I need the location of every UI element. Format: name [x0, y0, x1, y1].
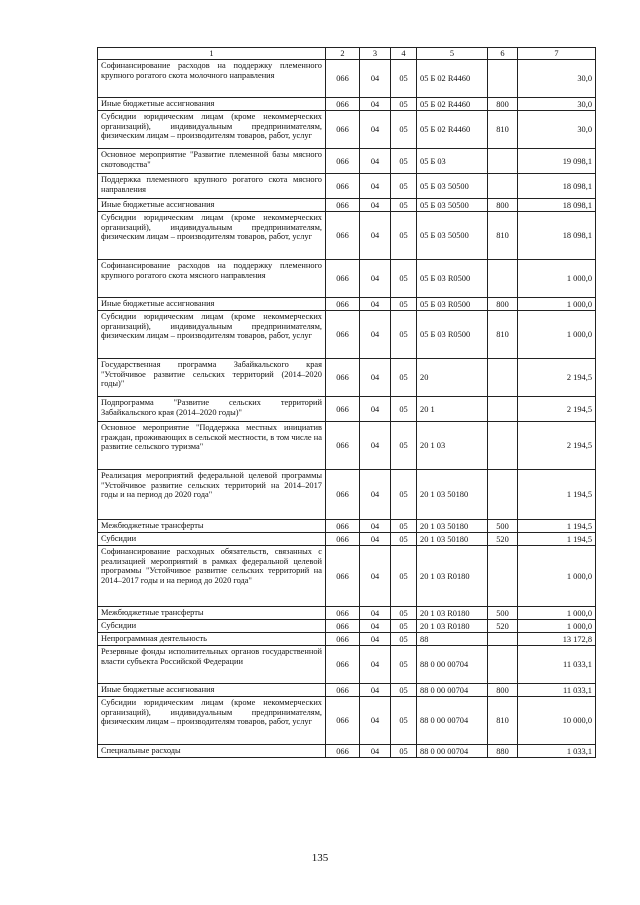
amount-cell: 1 000,0: [518, 298, 596, 311]
expense-type-code-cell: 810: [488, 111, 518, 149]
item-name-cell: Субсидии юридическим лицам (кроме некоммерческих организаций), индивидуальным предпринимателям, физическим лицам – производителям товаров, работ, услуг: [98, 311, 326, 359]
amount-cell: 2 194,5: [518, 359, 596, 397]
item-name-cell: Субсидии юридическим лицам (кроме некоммерческих организаций), индивидуальным предпринимателям, физическим лицам – производителям товаров, работ, услуг: [98, 697, 326, 745]
admin-code-cell: 066: [326, 520, 360, 533]
subsection-code-cell: 05: [391, 359, 417, 397]
admin-code-cell: 066: [326, 260, 360, 298]
admin-code-cell: 066: [326, 607, 360, 620]
subsection-code-cell: 05: [391, 533, 417, 546]
admin-code-cell: 066: [326, 98, 360, 111]
expense-type-code-cell: [488, 397, 518, 422]
target-article-code-cell: 20 1 03: [417, 422, 488, 470]
table-row: [98, 397, 596, 422]
target-article-code-cell: 88: [417, 633, 488, 646]
target-article-code-cell: 05 Б 03 R0500: [417, 311, 488, 359]
amount-cell: 2 194,5: [518, 422, 596, 470]
item-name-cell: Софинансирование расходов на поддержку племенного крупного рогатого скота мясного направления: [98, 260, 326, 298]
target-article-code-cell: 88 0 00 00704: [417, 684, 488, 697]
admin-code-cell: 066: [326, 620, 360, 633]
item-name-cell: Субсидии юридическим лицам (кроме некоммерческих организаций), индивидуальным предпринимателям, физическим лицам – производителям товаров, работ, услуг: [98, 111, 326, 149]
page-number: 135: [311, 852, 329, 864]
admin-code-cell: 066: [326, 212, 360, 260]
amount-cell: 30,0: [518, 111, 596, 149]
item-name-cell: Иные бюджетные ассигнования: [98, 98, 326, 111]
section-code-cell: 04: [360, 697, 391, 745]
target-article-code-cell: 20 1 03 R0180: [417, 546, 488, 607]
target-article-code-cell: 20 1 03 50180: [417, 520, 488, 533]
table-header-row: [98, 48, 596, 60]
item-name-cell: Субсидии: [98, 533, 326, 546]
table-row: [98, 111, 596, 149]
table-row: [98, 422, 596, 470]
subsection-code-cell: 05: [391, 397, 417, 422]
amount-cell: 2 194,5: [518, 397, 596, 422]
table-row: [98, 546, 596, 607]
admin-code-cell: 066: [326, 533, 360, 546]
admin-code-cell: 066: [326, 174, 360, 199]
amount-cell: 18 098,1: [518, 174, 596, 199]
section-code-cell: 04: [360, 111, 391, 149]
section-code-cell: 04: [360, 397, 391, 422]
target-article-code-cell: 05 Б 03 50500: [417, 212, 488, 260]
subsection-code-cell: 05: [391, 607, 417, 620]
amount-cell: 18 098,1: [518, 199, 596, 212]
admin-code-cell: 066: [326, 359, 360, 397]
expense-type-code-cell: 810: [488, 212, 518, 260]
subsection-code-cell: 05: [391, 745, 417, 758]
section-code-cell: 04: [360, 470, 391, 520]
subsection-code-cell: 05: [391, 199, 417, 212]
table-row: [98, 745, 596, 758]
admin-code-cell: 066: [326, 633, 360, 646]
amount-cell: 1 000,0: [518, 607, 596, 620]
budget-table: [97, 47, 596, 758]
amount-cell: 1 000,0: [518, 260, 596, 298]
subsection-code-cell: 05: [391, 633, 417, 646]
expense-type-code-cell: 500: [488, 607, 518, 620]
admin-code-cell: 066: [326, 311, 360, 359]
header-cell: 3: [360, 48, 391, 60]
subsection-code-cell: 05: [391, 546, 417, 607]
header-cell: 1: [98, 48, 326, 60]
amount-cell: 11 033,1: [518, 684, 596, 697]
amount-cell: 1 033,1: [518, 745, 596, 758]
table-row: [98, 607, 596, 620]
expense-type-code-cell: 810: [488, 697, 518, 745]
subsection-code-cell: 05: [391, 470, 417, 520]
subsection-code-cell: 05: [391, 298, 417, 311]
subsection-code-cell: 05: [391, 422, 417, 470]
item-name-cell: Софинансирование расходных обязательств, связанных с реализацией мероприятий в рамках федеральной целевой программы "Устойчивое развитие сельских территорий на 2014–2017 годы и на период до 2020 года": [98, 546, 326, 607]
item-name-cell: Основное мероприятие "Развитие племенной базы мясного скотоводства": [98, 149, 326, 174]
expense-type-code-cell: [488, 359, 518, 397]
section-code-cell: 04: [360, 646, 391, 684]
table-row: [98, 633, 596, 646]
admin-code-cell: 066: [326, 111, 360, 149]
expense-type-code-cell: 800: [488, 298, 518, 311]
target-article-code-cell: 88 0 00 00704: [417, 697, 488, 745]
item-name-cell: Иные бюджетные ассигнования: [98, 684, 326, 697]
table-row: [98, 359, 596, 397]
section-code-cell: 04: [360, 633, 391, 646]
amount-cell: 1 000,0: [518, 311, 596, 359]
target-article-code-cell: 05 Б 02 R4460: [417, 98, 488, 111]
table-row: [98, 60, 596, 98]
subsection-code-cell: 05: [391, 111, 417, 149]
item-name-cell: Специальные расходы: [98, 745, 326, 758]
table-row: [98, 697, 596, 745]
section-code-cell: 04: [360, 199, 391, 212]
subsection-code-cell: 05: [391, 174, 417, 199]
expense-type-code-cell: [488, 633, 518, 646]
item-name-cell: Субсидии: [98, 620, 326, 633]
subsection-code-cell: 05: [391, 646, 417, 684]
expense-type-code-cell: [488, 470, 518, 520]
admin-code-cell: 066: [326, 397, 360, 422]
budget-table-sheet: [97, 47, 595, 758]
expense-type-code-cell: 800: [488, 98, 518, 111]
subsection-code-cell: 05: [391, 60, 417, 98]
amount-cell: 30,0: [518, 98, 596, 111]
section-code-cell: 04: [360, 98, 391, 111]
subsection-code-cell: 05: [391, 520, 417, 533]
item-name-cell: Государственная программа Забайкальского края "Устойчивое развитие сельских территорий (2014–2020 годы)": [98, 359, 326, 397]
section-code-cell: 04: [360, 60, 391, 98]
target-article-code-cell: 05 Б 03 R0500: [417, 260, 488, 298]
item-name-cell: Иные бюджетные ассигнования: [98, 199, 326, 212]
section-code-cell: 04: [360, 520, 391, 533]
table-row: [98, 174, 596, 199]
target-article-code-cell: 20 1 03 50180: [417, 470, 488, 520]
target-article-code-cell: 88 0 00 00704: [417, 745, 488, 758]
item-name-cell: Резервные фонды исполнительных органов государственной власти субъекта Российской Федерации: [98, 646, 326, 684]
table-row: [98, 533, 596, 546]
amount-cell: 1 194,5: [518, 520, 596, 533]
subsection-code-cell: 05: [391, 311, 417, 359]
expense-type-code-cell: [488, 60, 518, 98]
section-code-cell: 04: [360, 422, 391, 470]
amount-cell: 1 000,0: [518, 546, 596, 607]
admin-code-cell: 066: [326, 697, 360, 745]
target-article-code-cell: 20 1 03 50180: [417, 533, 488, 546]
target-article-code-cell: 20 1 03 R0180: [417, 620, 488, 633]
table-row: [98, 199, 596, 212]
section-code-cell: 04: [360, 546, 391, 607]
expense-type-code-cell: [488, 546, 518, 607]
header-cell: 6: [488, 48, 518, 60]
table-row: [98, 149, 596, 174]
item-name-cell: Софинансирование расходов на поддержку племенного крупного рогатого скота молочного направления: [98, 60, 326, 98]
table-row: [98, 98, 596, 111]
section-code-cell: 04: [360, 298, 391, 311]
expense-type-code-cell: [488, 646, 518, 684]
subsection-code-cell: 05: [391, 697, 417, 745]
expense-type-code-cell: 880: [488, 745, 518, 758]
section-code-cell: 04: [360, 260, 391, 298]
admin-code-cell: 066: [326, 298, 360, 311]
section-code-cell: 04: [360, 149, 391, 174]
expense-type-code-cell: 520: [488, 620, 518, 633]
table-row: [98, 646, 596, 684]
table-row: [98, 260, 596, 298]
expense-type-code-cell: 800: [488, 199, 518, 212]
table-row: [98, 470, 596, 520]
item-name-cell: Поддержка племенного крупного рогатого скота мясного направления: [98, 174, 326, 199]
item-name-cell: Непрограммная деятельность: [98, 633, 326, 646]
subsection-code-cell: 05: [391, 620, 417, 633]
section-code-cell: 04: [360, 620, 391, 633]
table-row: [98, 298, 596, 311]
amount-cell: 1 000,0: [518, 620, 596, 633]
target-article-code-cell: 20: [417, 359, 488, 397]
admin-code-cell: 066: [326, 646, 360, 684]
section-code-cell: 04: [360, 684, 391, 697]
target-article-code-cell: 05 Б 03 50500: [417, 199, 488, 212]
admin-code-cell: 066: [326, 470, 360, 520]
target-article-code-cell: 05 Б 02 R4460: [417, 60, 488, 98]
admin-code-cell: 066: [326, 546, 360, 607]
amount-cell: 11 033,1: [518, 646, 596, 684]
item-name-cell: Субсидии юридическим лицам (кроме некоммерческих организаций), индивидуальным предпринимателям, физическим лицам – производителям товаров, работ, услуг: [98, 212, 326, 260]
admin-code-cell: 066: [326, 199, 360, 212]
header-cell: 4: [391, 48, 417, 60]
target-article-code-cell: 05 Б 03: [417, 149, 488, 174]
subsection-code-cell: 05: [391, 684, 417, 697]
amount-cell: 10 000,0: [518, 697, 596, 745]
section-code-cell: 04: [360, 745, 391, 758]
target-article-code-cell: 05 Б 02 R4460: [417, 111, 488, 149]
subsection-code-cell: 05: [391, 212, 417, 260]
table-row: [98, 212, 596, 260]
target-article-code-cell: 20 1: [417, 397, 488, 422]
item-name-cell: Межбюджетные трансферты: [98, 520, 326, 533]
table-row: [98, 684, 596, 697]
section-code-cell: 04: [360, 311, 391, 359]
subsection-code-cell: 05: [391, 98, 417, 111]
section-code-cell: 04: [360, 212, 391, 260]
header-cell: 7: [518, 48, 596, 60]
expense-type-code-cell: [488, 422, 518, 470]
amount-cell: 1 194,5: [518, 470, 596, 520]
expense-type-code-cell: [488, 260, 518, 298]
admin-code-cell: 066: [326, 422, 360, 470]
target-article-code-cell: 88 0 00 00704: [417, 646, 488, 684]
section-code-cell: 04: [360, 607, 391, 620]
amount-cell: 13 172,8: [518, 633, 596, 646]
expense-type-code-cell: 520: [488, 533, 518, 546]
expense-type-code-cell: 500: [488, 520, 518, 533]
amount-cell: 18 098,1: [518, 212, 596, 260]
target-article-code-cell: 05 Б 03 50500: [417, 174, 488, 199]
amount-cell: 1 194,5: [518, 533, 596, 546]
expense-type-code-cell: 810: [488, 311, 518, 359]
table-body: [98, 60, 596, 758]
admin-code-cell: 066: [326, 684, 360, 697]
section-code-cell: 04: [360, 533, 391, 546]
table-row: [98, 620, 596, 633]
amount-cell: 30,0: [518, 60, 596, 98]
subsection-code-cell: 05: [391, 260, 417, 298]
subsection-code-cell: 05: [391, 149, 417, 174]
amount-cell: 19 098,1: [518, 149, 596, 174]
target-article-code-cell: 20 1 03 R0180: [417, 607, 488, 620]
item-name-cell: Иные бюджетные ассигнования: [98, 298, 326, 311]
section-code-cell: 04: [360, 359, 391, 397]
admin-code-cell: 066: [326, 745, 360, 758]
table-row: [98, 311, 596, 359]
item-name-cell: Основное мероприятие "Поддержка местных инициатив граждан, проживающих в сельской местности, в том числе на развитие сельского туризма": [98, 422, 326, 470]
item-name-cell: Межбюджетные трансферты: [98, 607, 326, 620]
target-article-code-cell: 05 Б 03 R0500: [417, 298, 488, 311]
header-cell: 5: [417, 48, 488, 60]
expense-type-code-cell: 800: [488, 684, 518, 697]
item-name-cell: Реализация мероприятий федеральной целевой программы "Устойчивое развитие сельских территорий на 2014–2017 годы и на период до 2020 года": [98, 470, 326, 520]
expense-type-code-cell: [488, 149, 518, 174]
expense-type-code-cell: [488, 174, 518, 199]
item-name-cell: Подпрограмма "Развитие сельских территорий Забайкальского края (2014–2020 годы)": [98, 397, 326, 422]
table-row: [98, 520, 596, 533]
admin-code-cell: 066: [326, 60, 360, 98]
section-code-cell: 04: [360, 174, 391, 199]
header-cell: 2: [326, 48, 360, 60]
admin-code-cell: 066: [326, 149, 360, 174]
